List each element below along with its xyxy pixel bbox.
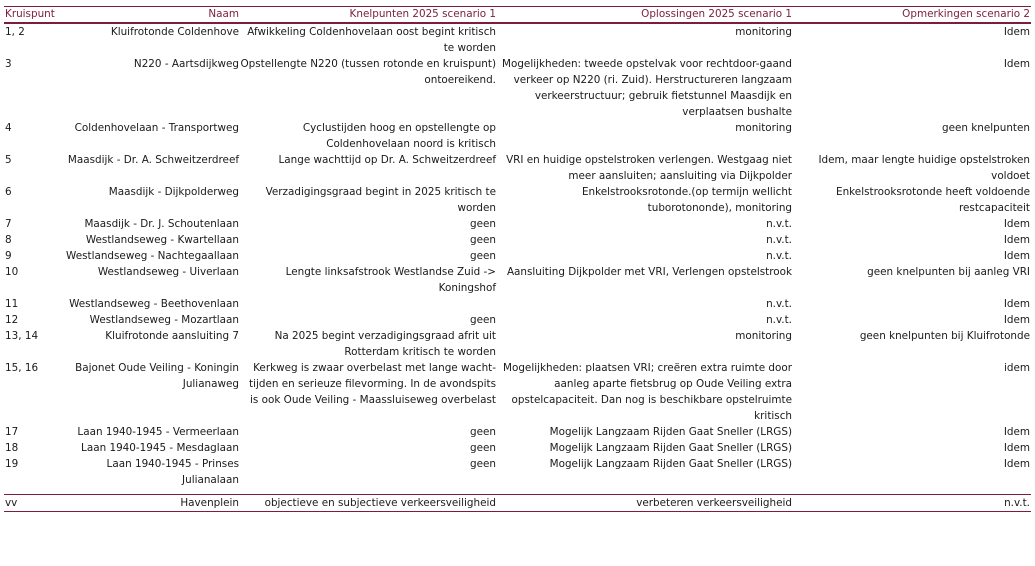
cell-naam: Kluifrotonde Coldenhove: [110, 26, 239, 38]
table-row: [4, 184, 1031, 216]
cell-opmerking: Idem: [1003, 26, 1030, 38]
table-row: [4, 248, 1031, 264]
cell-knelpunt: [240, 296, 497, 312]
table-row: [4, 312, 1031, 328]
cell-oplossing: n.v.t.: [766, 250, 792, 262]
table-row: [4, 440, 1031, 456]
cell-opmerking: Idem: [1003, 218, 1030, 230]
header-oplossingen: Oplossingen 2025 scenario 1: [497, 7, 793, 24]
header-kruispunt: Kruispunt: [4, 7, 62, 24]
cell-knelpunt: objectieve en subjectieve verkeersveiligheid: [240, 495, 497, 512]
cell-knelpunt: Cyclustijden hoog en opstellengte op Coldenhovelaan noord is kritisch: [302, 122, 496, 150]
cell-opmerking: Idem: [1003, 458, 1030, 470]
cell-kruispunt: 12: [5, 314, 19, 326]
cell-opmerking: Idem: [1003, 442, 1030, 454]
cell-knelpunt: Na 2025 begint verzadigingsgraad afrit uit Rotterdam kritisch te worden: [274, 330, 496, 358]
cell-oplossing: Mogelijk Langzaam Rijden Gaat Sneller (LRGS): [549, 442, 792, 454]
header-knelpunten: Knelpunten 2025 scenario 1: [240, 7, 497, 24]
cell-naam: Laan 1940-1945 - Prinses Julianalaan: [106, 458, 239, 486]
cell-kruispunt: 8: [5, 234, 12, 246]
cell-oplossing: Aansluiting Dijkpolder met VRI, Verlengen opstelstrook: [506, 266, 792, 278]
cell-naam: Westlandseweg - Beethovenlaan: [69, 298, 239, 310]
cell-oplossing: Mogelijkheden: plaatsen VRI; creëren extra ruimte door aanleg aparte fietsbrug op Oude Veiling extra opstelcapaciteit. Dan nog is beschikbare opstelruimte kritisch: [503, 362, 792, 422]
cell-oplossing: monitoring: [735, 122, 792, 134]
cell-naam: Westlandseweg - Kwartellaan: [85, 234, 239, 246]
cell-kruispunt: 3: [5, 58, 12, 70]
cell-opmerking: Idem: [1003, 298, 1030, 310]
cell-opmerking: Idem: [1003, 314, 1030, 326]
cell-kruispunt: 10: [5, 266, 19, 278]
cell-kruispunt: 15, 16: [5, 362, 39, 374]
cell-oplossing: n.v.t.: [766, 298, 792, 310]
cell-kruispunt: 18: [5, 442, 19, 454]
cell-oplossing: monitoring: [735, 26, 792, 38]
cell-oplossing: VRI en huidige opstelstroken verlengen. Westgaag niet meer aansluiten; aansluiting via Dijkpolder: [506, 154, 792, 182]
cell-knelpunt: geen: [470, 250, 496, 262]
cell-knelpunt: geen: [470, 234, 496, 246]
cell-oplossing: verbeteren verkeersveiligheid: [497, 495, 793, 512]
cell-opmerking: Idem, maar lengte huidige opstelstroken voldoet: [818, 154, 1030, 182]
cell-kruispunt: 5: [5, 154, 12, 166]
cell-knelpunt: geen: [470, 314, 496, 326]
cell-knelpunt: Kerkweg is zwaar overbelast met lange wacht-tijden en serieuze filevorming. In de avondspits is ook Oude Veiling - Maassluiseweg overbelast: [249, 362, 496, 406]
cell-opmerking: Enkelstrooksrotonde heeft voldoende restcapaciteit: [836, 186, 1030, 214]
cell-kruispunt: 11: [5, 298, 19, 310]
cell-opmerking: Idem: [1003, 426, 1030, 438]
cell-kruispunt: 9: [5, 250, 12, 262]
table-row: [4, 232, 1031, 248]
cell-oplossing: n.v.t.: [766, 218, 792, 230]
table-row: [4, 56, 1031, 120]
cell-naam: Coldenhovelaan - Transportweg: [74, 122, 239, 134]
table-row: [4, 360, 1031, 424]
header-naam: Naam: [62, 7, 240, 24]
cell-knelpunt: Opstellengte N220 (tussen rotonde en kruispunt) ontoereikend.: [240, 58, 496, 86]
cell-naam: Laan 1940-1945 - Mesdaglaan: [81, 442, 239, 454]
cell-oplossing: n.v.t.: [766, 314, 792, 326]
table-row: [4, 264, 1031, 296]
table-row: [4, 328, 1031, 360]
kruispunten-table: [4, 6, 1031, 512]
header-opmerkingen: Opmerkingen scenario 2: [793, 7, 1031, 24]
cell-kruispunt: 7: [5, 218, 12, 230]
cell-opmerking: Idem: [1003, 250, 1030, 262]
cell-kruispunt: 1, 2: [5, 26, 25, 38]
cell-opmerking: Idem: [1003, 234, 1030, 246]
cell-naam: Maasdijk - Dijkpolderweg: [108, 186, 239, 198]
table-body: [4, 23, 1031, 512]
cell-knelpunt: Lange wachttijd op Dr. A. Schweitzerdreef: [278, 154, 496, 166]
cell-naam: Westlandseweg - Nachtegaallaan: [66, 250, 239, 262]
cell-naam: Bajonet Oude Veiling - Koningin Julianaweg: [75, 362, 239, 390]
cell-oplossing: Mogelijk Langzaam Rijden Gaat Sneller (LRGS): [549, 458, 792, 470]
cell-oplossing: n.v.t.: [766, 234, 792, 246]
cell-knelpunt: geen: [470, 218, 496, 230]
cell-knelpunt: geen: [470, 458, 496, 470]
cell-kruispunt: 13, 14: [5, 330, 39, 342]
cell-naam: Kluifrotonde aansluiting 7: [105, 330, 239, 342]
table-header: [4, 7, 1031, 24]
cell-kruispunt: 6: [5, 186, 12, 198]
cell-kruispunt: 19: [5, 458, 19, 470]
cell-knelpunt: geen: [470, 426, 496, 438]
cell-naam: Laan 1940-1945 - Vermeerlaan: [77, 426, 239, 438]
cell-knelpunt: Verzadigingsgraad begint in 2025 kritisch te worden: [265, 186, 496, 214]
cell-opmerking: Idem: [1003, 58, 1030, 70]
cell-opmerking: geen knelpunten: [942, 122, 1030, 134]
cell-opmerking: idem: [1004, 362, 1030, 374]
table-row: [4, 216, 1031, 232]
cell-oplossing: Enkelstrooksrotonde.(op termijn wellicht tuborotononde), monitoring: [581, 186, 792, 214]
cell-naam: Maasdijk - Dr. A. Schweitzerdreef: [67, 154, 239, 166]
cell-kruispunt: 17: [5, 426, 19, 438]
cell-naam: Maasdijk - Dr. J. Schoutenlaan: [84, 218, 239, 230]
cell-kruispunt: 4: [5, 122, 12, 134]
table-row: [4, 456, 1031, 488]
cell-kruispunt: vv: [4, 495, 62, 512]
cell-opmerking: geen knelpunten bij Kluifrotonde: [859, 330, 1030, 342]
cell-knelpunt: Afwikkeling Coldenhovelaan oost begint kritisch te worden: [247, 26, 496, 54]
table-row: [4, 23, 1031, 56]
cell-opmerking: n.v.t.: [793, 495, 1031, 512]
cell-opmerking: geen knelpunten bij aanleg VRI: [867, 266, 1030, 278]
cell-naam: Westlandseweg - Uiverlaan: [97, 266, 239, 278]
cell-naam: Havenplein: [62, 495, 240, 512]
table-row: [4, 152, 1031, 184]
cell-oplossing: Mogelijk Langzaam Rijden Gaat Sneller (LRGS): [549, 426, 792, 438]
header-row: [4, 7, 1031, 24]
cell-knelpunt: geen: [470, 442, 496, 454]
cell-naam: N220 - Aartsdijkweg: [133, 58, 239, 70]
table-row-vv: [4, 495, 1031, 512]
cell-naam: Westlandseweg - Mozartlaan: [89, 314, 239, 326]
table-row: [4, 296, 1031, 312]
table-row: [4, 120, 1031, 152]
table-row: [4, 424, 1031, 440]
cell-oplossing: Mogelijkheden: tweede opstelvak voor rechtdoor-gaand verkeer op N220 (ri. Zuid). Herstructureren langzaam verkeerstructuur; gebruik fietstunnel Maasdijk en verplaatsen bushalte: [502, 58, 792, 118]
cell-knelpunt: Lengte linksafstrook Westlandse Zuid -> Koningshof: [285, 266, 496, 294]
cell-oplossing: monitoring: [735, 330, 792, 342]
